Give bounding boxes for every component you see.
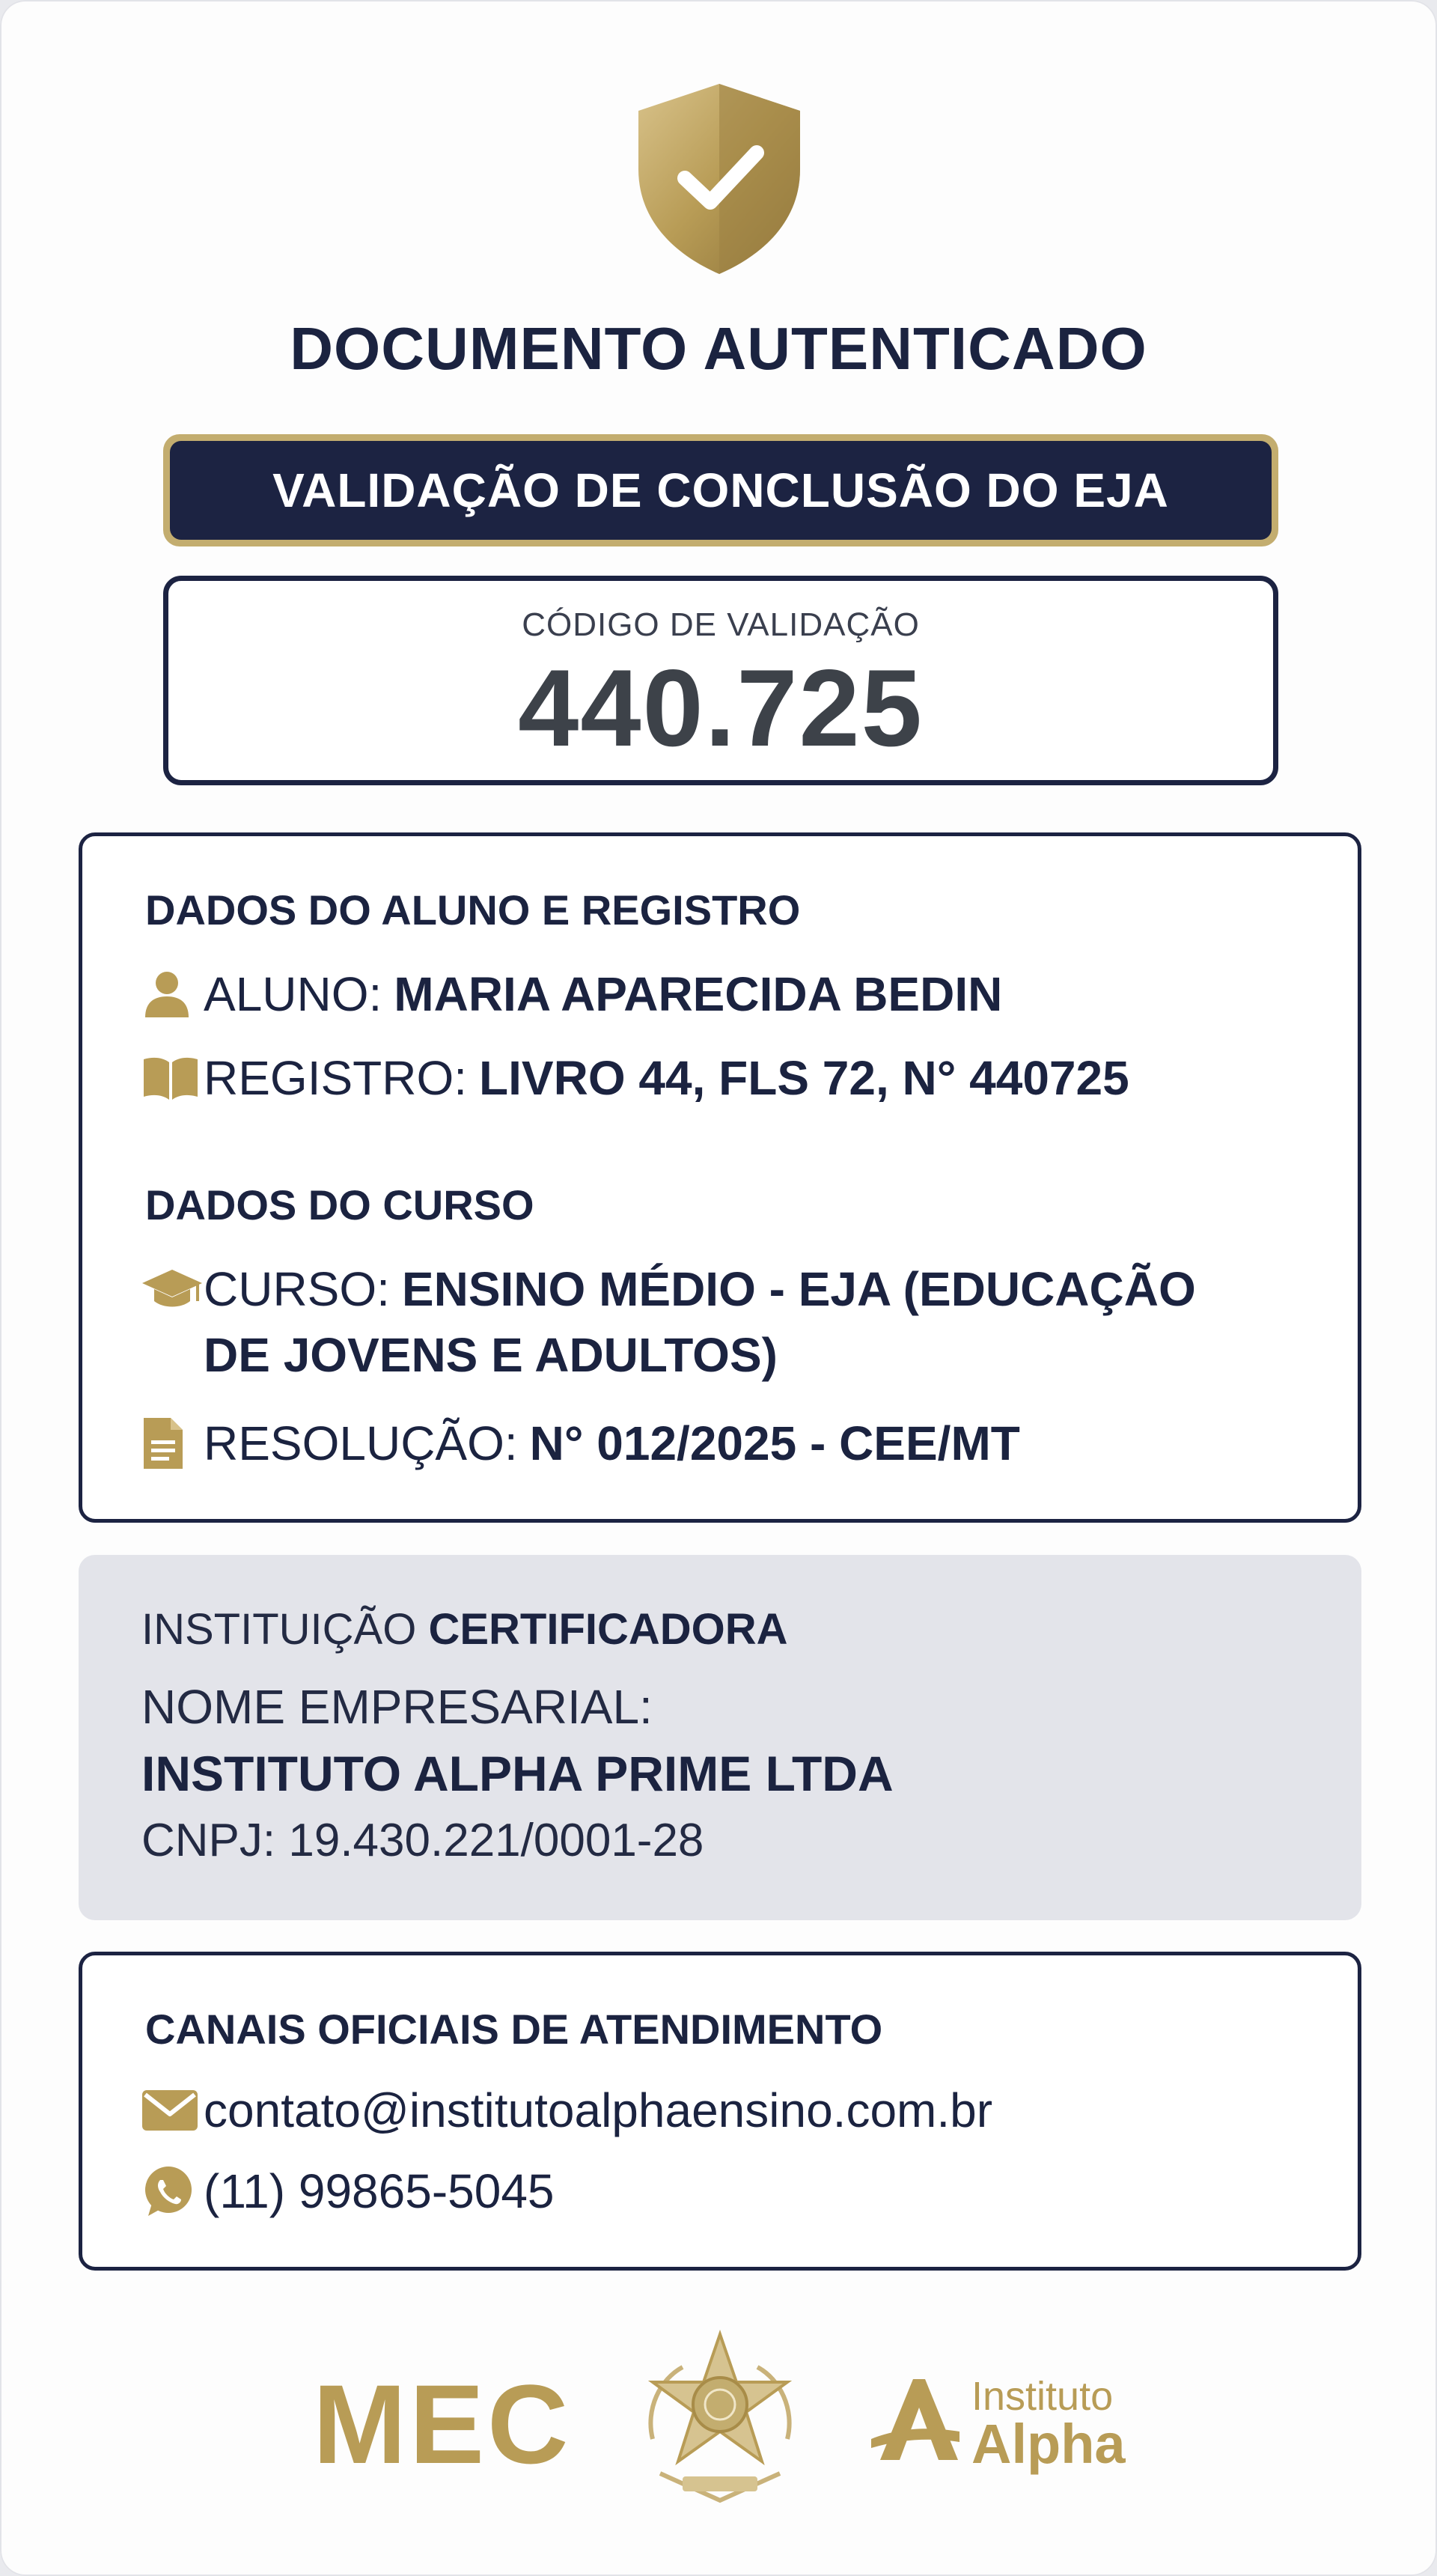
registro-label: REGISTRO: xyxy=(204,1051,468,1105)
resolucao-value: N° 012/2025 - CEE/MT xyxy=(529,1416,1020,1470)
institution-heading-prefix: INSTITUIÇÃO xyxy=(141,1605,417,1654)
institution-panel xyxy=(79,1555,1361,1920)
aluno-value: MARIA APARECIDA BEDIN xyxy=(394,967,1003,1021)
registro-value: LIVRO 44, FLS 72, N° 440725 xyxy=(479,1051,1129,1105)
curso-label: CURSO: xyxy=(204,1262,390,1316)
curso-value-line1: ENSINO MÉDIO - EJA (EDUCAÇÃO xyxy=(401,1262,1196,1316)
page-title: DOCUMENTO AUTENTICADO xyxy=(290,315,1147,382)
contact-card xyxy=(79,1952,1361,2271)
student-course-card xyxy=(79,832,1361,1523)
banner-text: VALIDAÇÃO DE CONCLUSÃO DO EJA xyxy=(170,441,1272,540)
brand-small-text: Instituto xyxy=(971,2374,1114,2419)
coat-of-arms-icon xyxy=(630,2327,810,2512)
course-section-heading: DADOS DO CURSO xyxy=(145,1181,534,1228)
phone-link[interactable]: (11) 99865-5045 xyxy=(204,2164,555,2218)
institution-heading xyxy=(141,1604,788,1654)
registro-row xyxy=(141,1049,1129,1107)
validation-banner xyxy=(163,434,1278,546)
institution-name-label: NOME EMPRESARIAL: xyxy=(141,1680,653,1734)
resolucao-label: RESOLUÇÃO: xyxy=(204,1416,518,1470)
curso-value-line2: DE JOVENS E ADULTOS) xyxy=(204,1328,778,1382)
shield-check-icon xyxy=(631,81,808,277)
aluno-label: ALUNO: xyxy=(204,967,382,1021)
email-link[interactable]: contato@institutoalphaensino.com.br xyxy=(204,2083,993,2137)
envelope-icon xyxy=(141,2081,204,2140)
phone-row xyxy=(141,2162,555,2220)
student-section-heading: DADOS DO ALUNO E REGISTRO xyxy=(145,886,801,934)
instituto-alpha-logo xyxy=(871,2366,1141,2475)
book-icon xyxy=(141,1049,204,1107)
alpha-logo-icon xyxy=(871,2375,961,2463)
aluno-row xyxy=(141,965,1002,1023)
resolucao-row xyxy=(141,1414,1020,1473)
document-icon xyxy=(141,1414,204,1473)
validation-code-box xyxy=(163,576,1278,785)
user-icon xyxy=(141,965,204,1023)
code-label: CÓDIGO DE VALIDAÇÃO xyxy=(522,606,920,643)
graduation-cap-icon xyxy=(141,1260,204,1318)
brand-big-text: Alpha xyxy=(971,2413,1126,2475)
institution-name-value: INSTITUTO ALPHA PRIME LTDA xyxy=(141,1746,894,1801)
mec-logo: MEC xyxy=(313,2361,572,2487)
contact-heading: CANAIS OFICIAIS DE ATENDIMENTO xyxy=(145,2006,883,2053)
code-value: 440.725 xyxy=(518,647,924,769)
email-row xyxy=(141,2081,992,2140)
institution-heading-bold: CERTIFICADORA xyxy=(428,1605,788,1654)
institution-cnpj: CNPJ: 19.430.221/0001-28 xyxy=(141,1815,704,1866)
curso-row xyxy=(141,1260,1196,1384)
whatsapp-icon xyxy=(141,2162,204,2220)
